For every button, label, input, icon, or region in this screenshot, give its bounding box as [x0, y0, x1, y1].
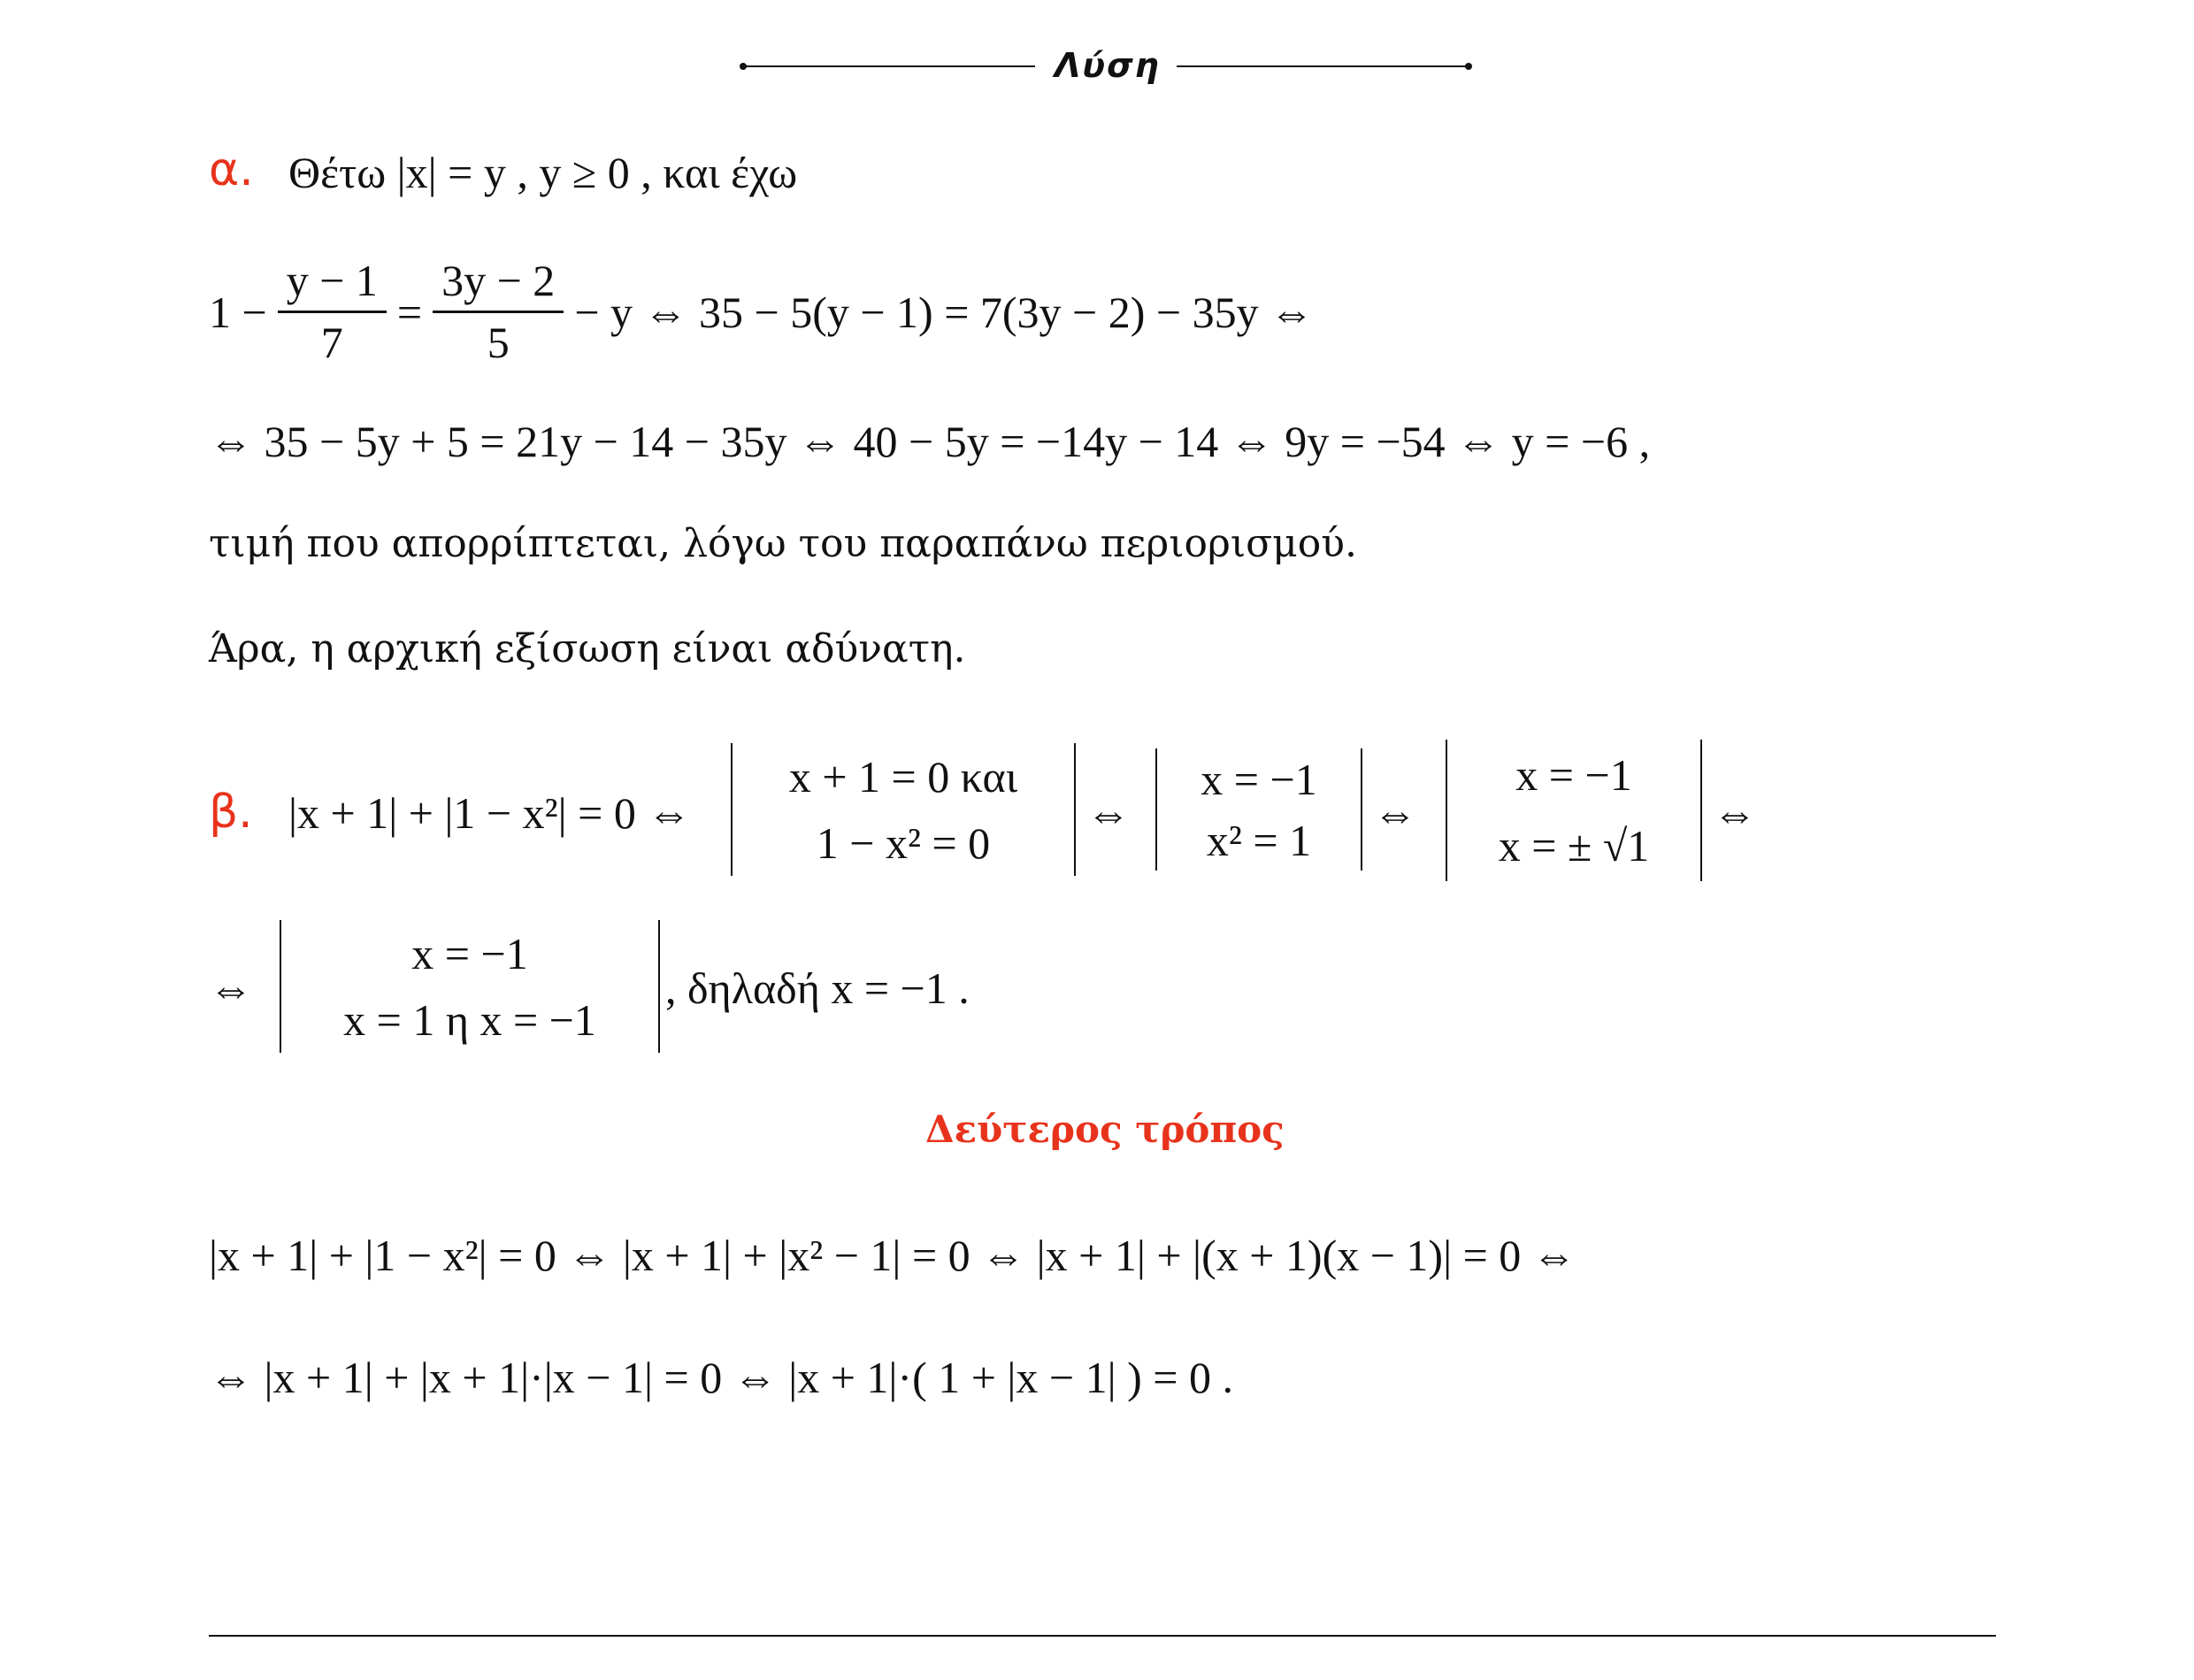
system-1-right-brace: [1062, 743, 1076, 876]
system-1: [731, 743, 1076, 876]
system-3-left-brace: [1446, 740, 1460, 881]
fraction-1: [278, 257, 387, 367]
part-b-lhs: |x + 1| + |1 − x²| = 0 ⇔: [288, 788, 692, 838]
header-right-rule: [1177, 65, 1469, 67]
fraction-2: [433, 257, 564, 367]
equiv-arrow-3: ⇔: [1713, 788, 1757, 838]
equiv-arrow-1: ⇔: [1086, 788, 1131, 838]
system-1-left-brace: [731, 743, 745, 876]
second-way-equation-2: ⇔ |x + 1| + |x + 1|·|x − 1| = 0 ⇔ |x + 1|·( 1 + |x − 1| ) = 0 .: [209, 1353, 1233, 1402]
part-a-label: α.: [209, 143, 254, 196]
second-way-title: Δεύτερος τρόπος: [925, 1108, 1285, 1151]
part-a-conclusion-text: Άρα, η αρχική εξίσωση είναι αδύνατη.: [209, 626, 966, 671]
system-1-row-1: x + 1 = 0 και: [788, 751, 1018, 802]
part-a-equation-2: ⇔ 35 − 5y + 5 = 21y − 14 − 35y ⇔ 40 − 5y = −14y − 14 ⇔ 9y = −54 ⇔ y = −6 ,: [209, 417, 1651, 466]
system-2-left-brace: [1155, 748, 1170, 871]
header-right-dot: [1465, 63, 1472, 70]
part-b-conclusion: , δηλαδή x = −1 .: [665, 963, 970, 1013]
system-4-left-brace: [280, 920, 294, 1053]
fraction-1-denominator: 7: [320, 318, 343, 367]
system-1-row-2: 1 − x² = 0: [816, 817, 991, 868]
system-2-row-2: x² = 1: [1206, 815, 1312, 865]
system-4-row-1: x = −1: [411, 928, 528, 978]
part-a-rejection-text: τιμή που απορρίπτεται, λόγω του παραπάνω περιορισμού.: [209, 521, 1357, 566]
system-2: [1155, 748, 1362, 871]
eq1-rest: − y ⇔ 35 − 5(y − 1) = 7(3y − 2) − 35y ⇔: [574, 287, 1315, 337]
system-2-right-brace: [1348, 748, 1362, 871]
page-title: Λύση: [1055, 46, 1161, 85]
eq1-lhs: 1 −: [209, 287, 267, 337]
system-3-right-brace: [1688, 740, 1702, 881]
fraction-1-numerator: y − 1: [278, 257, 387, 313]
equiv-arrow-2: ⇔: [1373, 788, 1417, 838]
part-a-intro: Θέτω |x| = y , y ≥ 0 , και έχω: [288, 148, 798, 197]
footer-rule: [209, 1635, 1996, 1637]
fraction-2-numerator: 3y − 2: [433, 257, 564, 313]
system-3: [1446, 740, 1702, 881]
system-4-right-brace: [646, 920, 660, 1053]
eq1-equals: =: [396, 287, 423, 337]
header-left-rule: [743, 65, 1035, 67]
system-3-row-2: x = ± √1: [1498, 821, 1650, 871]
equiv-arrow-4: ⇔: [209, 963, 253, 1013]
system-2-row-1: x = −1: [1201, 754, 1317, 804]
system-4: [280, 920, 660, 1053]
second-way-equation-1: |x + 1| + |1 − x²| = 0 ⇔ |x + 1| + |x² − 1| = 0 ⇔ |x + 1| + |(x + 1)(x − 1)| = 0 ⇔: [209, 1231, 1576, 1280]
part-b-label: β.: [209, 786, 253, 839]
system-4-row-2: x = 1 η x = −1: [343, 994, 596, 1045]
system-3-row-1: x = −1: [1515, 750, 1632, 800]
part-a-equation-1: [209, 257, 1314, 367]
fraction-2-denominator: 5: [487, 318, 510, 367]
